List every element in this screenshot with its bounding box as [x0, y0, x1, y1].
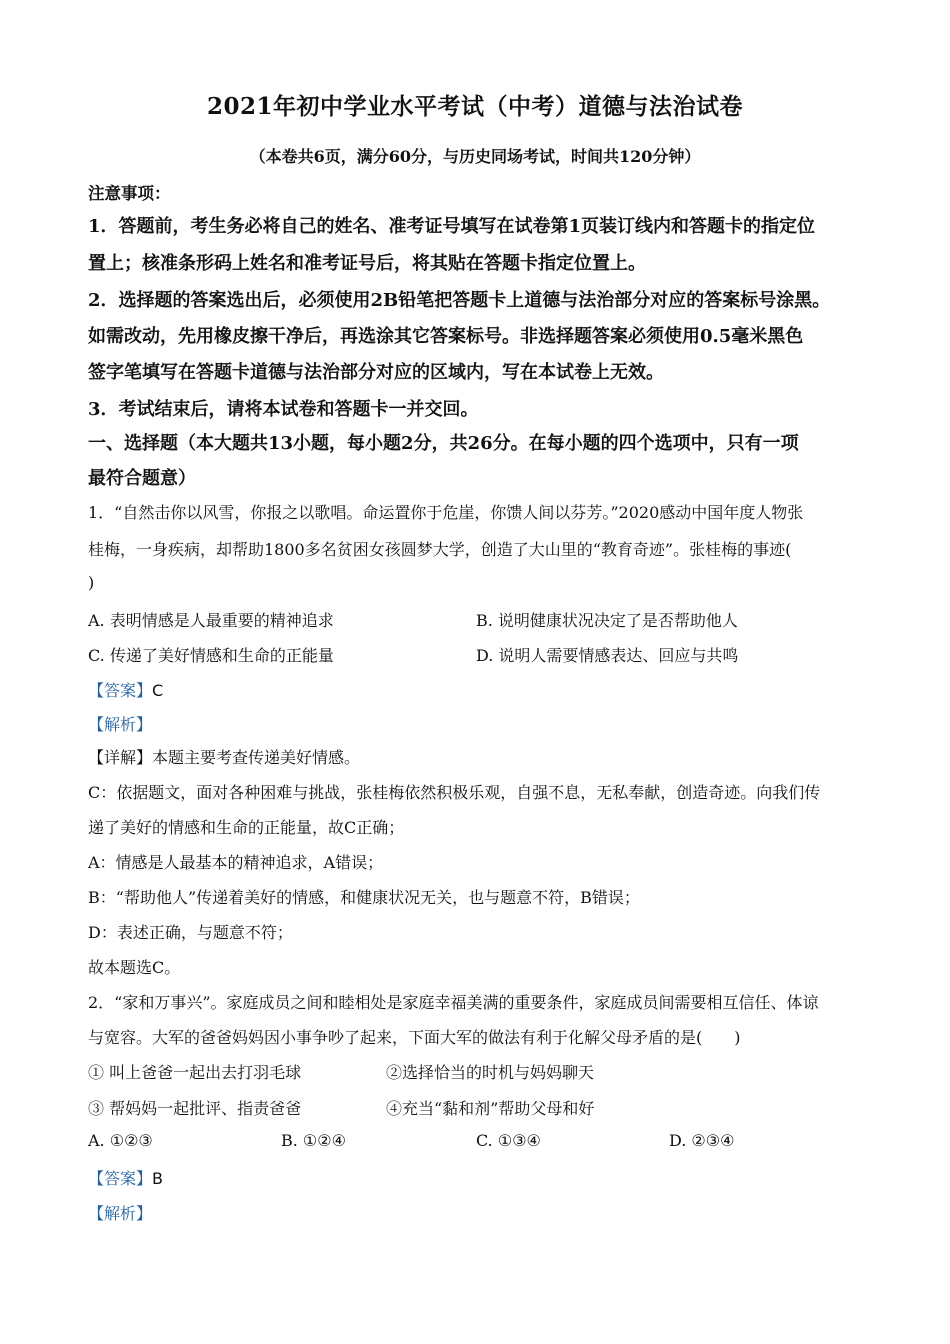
detail-line: D：表述正确，与题意不符； — [88, 923, 293, 942]
notice-line: 签字笔填写在答题卡道德与法治部分对应的区域内，写在本试卷上无效。 — [88, 362, 664, 383]
option-c: C. 传递了美好情感和生命的正能量 — [88, 646, 334, 665]
question-stem: 与宽容。大军的爸爸妈妈因小事争吵了起来，下面大军的做法有利于化解父母矛盾的是( ) — [88, 1028, 741, 1047]
answer-value: B — [152, 1169, 163, 1188]
statement-1: ① 叫上爸爸一起出去打羽毛球 — [88, 1063, 302, 1082]
notice-line: 3．考试结束后，请将本试卷和答题卡一并交回。 — [88, 399, 479, 420]
option-a: A. ①②③ — [88, 1131, 153, 1150]
section-heading: 一、选择题（本大题共13小题，每小题2分，共26分。在每小题的四个选项中，只有一项 — [88, 433, 799, 454]
detail-line: B：“帮助他人”传递着美好的情感，和健康状况无关，也与题意不符，B错误； — [88, 888, 640, 907]
question-stem: 桂梅，一身疾病，却帮助1800多名贫困女孩圆梦大学，创造了大山里的“教育奇迹”。张桂梅的事迹( — [88, 540, 792, 559]
detail-line: A：情感是人最基本的精神追求，A错误； — [88, 853, 384, 872]
option-c: C. ①③④ — [476, 1131, 541, 1150]
notice-line: 如需改动，先用橡皮擦干净后，再选涂其它答案标号。非选择题答案必须使用0.5毫米黑色 — [88, 326, 804, 347]
page-title: 2021年初中学业水平考试（中考）道德与法治试卷 — [206, 93, 743, 120]
page-subtitle: （本卷共6页，满分60分，与历史同场考试，时间共120分钟） — [249, 147, 701, 166]
detail-line: C：依据题文，面对各种困难与挑战，张桂梅依然积极乐观，自强不息，无私奉献，创造奇迹。向我们传 — [88, 783, 821, 802]
section-heading: 最符合题意） — [88, 468, 196, 489]
notice-line: 置上；核准条形码上姓名和准考证号后，将其贴在答题卡指定位置上。 — [88, 253, 646, 274]
answer-tag: 【答案】 — [88, 681, 153, 700]
detail-line: 递了美好的情感和生命的正能量，故C正确； — [88, 818, 405, 837]
analysis-tag: 【解析】 — [88, 1204, 153, 1223]
question-stem: 2．“家和万事兴”。家庭成员之间和睦相处是家庭幸福美满的重要条件，家庭成员间需要相互信任、体谅 — [88, 993, 819, 1012]
question-stem: 1．“自然击你以风雪，你报之以歌唱。命运置你于危崖，你馈人间以芬芳。”2020感动中国年度人物张 — [88, 503, 804, 522]
analysis-tag: 【解析】 — [88, 715, 153, 734]
answer-line — [88, 678, 163, 701]
option-d: D. 说明人需要情感表达、回应与共鸣 — [476, 646, 739, 665]
answer-value: C — [152, 681, 164, 700]
notice-heading: 注意事项： — [88, 184, 171, 203]
answer-line — [88, 1166, 163, 1189]
question-stem: ) — [88, 573, 95, 592]
option-b: B. 说明健康状况决定了是否帮助他人 — [476, 611, 738, 630]
option-a: A. 表明情感是人最重要的精神追求 — [88, 611, 334, 630]
statement-3: ③ 帮妈妈一起批评、指责爸爸 — [88, 1099, 302, 1118]
option-d: D. ②③④ — [669, 1131, 735, 1150]
statement-4: ④充当“黏和剂”帮助父母和好 — [386, 1099, 595, 1118]
statement-2: ②选择恰当的时机与妈妈聊天 — [386, 1063, 595, 1082]
answer-tag: 【答案】 — [88, 1169, 153, 1188]
notice-line: 1．答题前，考生务必将自己的姓名、准考证号填写在试卷第1页装订线内和答题卡的指定位 — [88, 216, 816, 237]
option-b: B. ①②④ — [281, 1131, 346, 1150]
detail-line: 【详解】本题主要考查传递美好情感。 — [88, 748, 361, 767]
notice-line: 2．选择题的答案选出后，必须使用2B铅笔把答题卡上道德与法治部分对应的答案标号涂黑。 — [88, 290, 831, 311]
detail-line: 故本题选C。 — [88, 958, 181, 977]
